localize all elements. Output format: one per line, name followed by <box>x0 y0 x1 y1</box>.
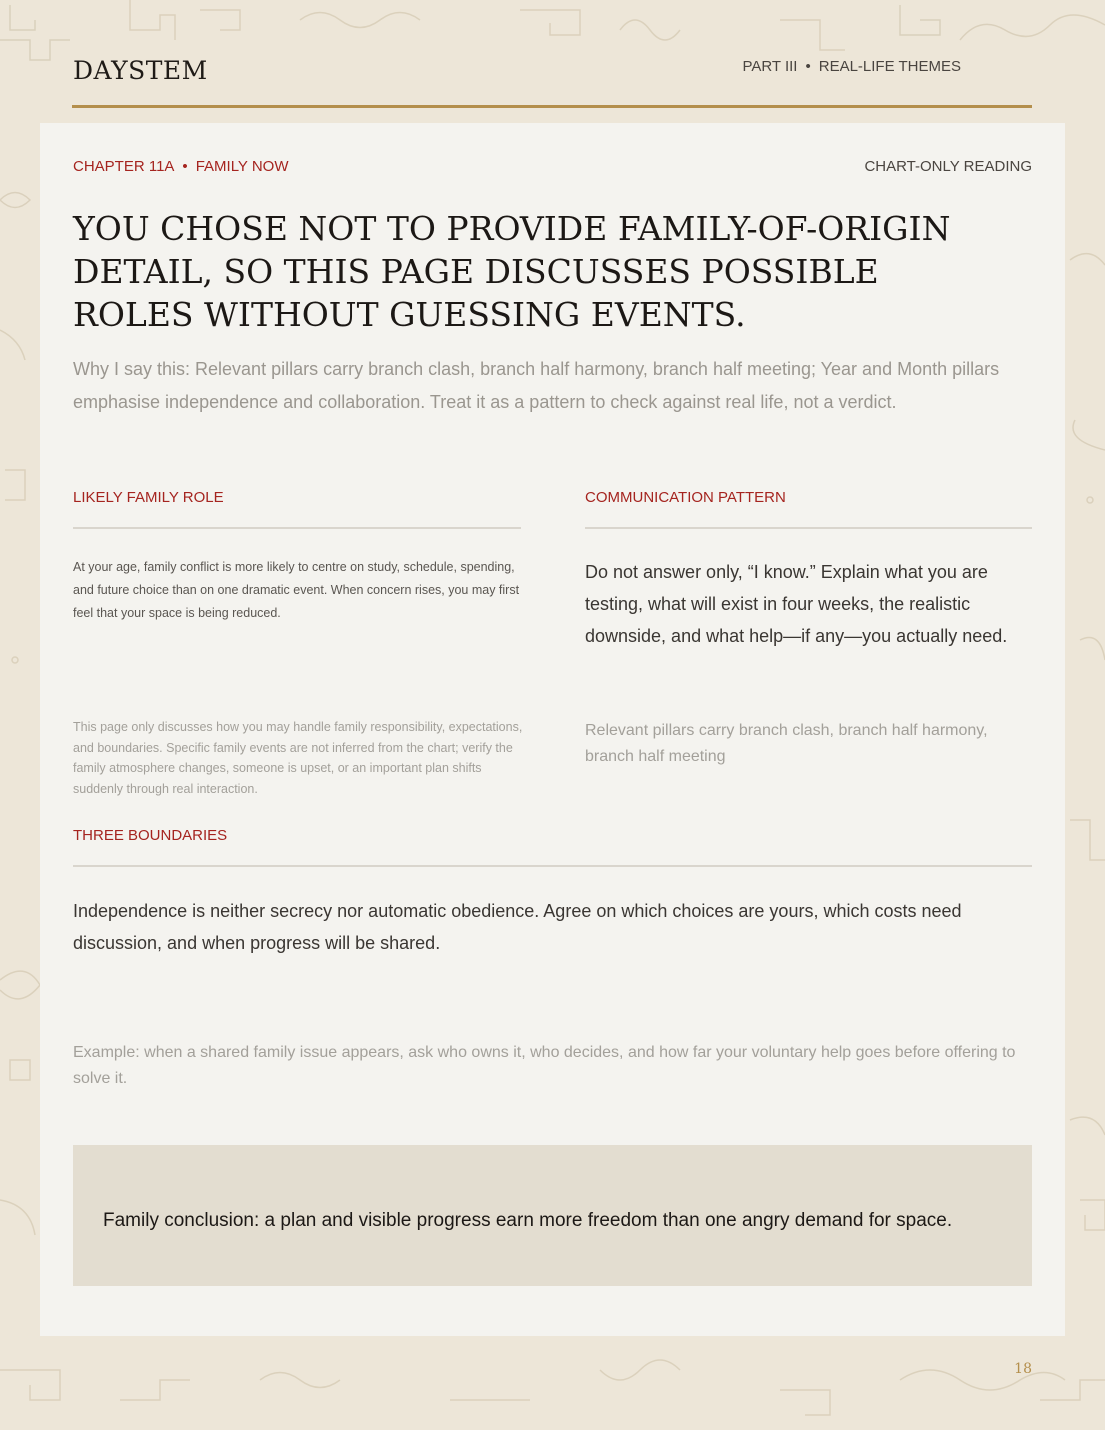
topic-label: FAMILY NOW <box>195 158 289 175</box>
reading-mode-label: CHART-ONLY READING <box>864 158 1032 175</box>
running-header <box>742 58 961 75</box>
family-role-rule <box>73 527 521 529</box>
boundaries-heading: THREE BOUNDARIES <box>73 827 228 844</box>
communication-rule <box>585 527 1032 529</box>
header-separator: • <box>805 58 811 75</box>
conclusion-callout <box>73 1145 1032 1286</box>
family-role-heading: LIKELY FAMILY ROLE <box>73 489 224 506</box>
family-role-note: This page only discusses how you may handle family responsibility, expectations, and boundaries. Specific family events are not inferred from the chart; verify the family atmosphere changes, someone is upset, or an important plan shifts suddenly through real interaction. <box>73 720 523 796</box>
intro-paragraph: Why I say this: Relevant pillars carry branch clash, branch half harmony, branch half meeting; Year and Month pillars emphasise independence and collaboration. Treat it as a pattern to check against real life, not a verdict. <box>73 359 1000 412</box>
header-rule <box>72 105 1032 108</box>
content-card <box>40 123 1065 1336</box>
communication-note: Relevant pillars carry branch clash, branch half harmony, branch half meeting <box>585 722 988 765</box>
boundaries-rule <box>73 865 1032 867</box>
family-role-body: At your age, family conflict is more likely to centre on study, schedule, spending, and future choice than on one dramatic event. When concern rises, you may first feel that your space is being reduced. <box>73 560 520 620</box>
communication-heading: COMMUNICATION PATTERN <box>585 489 786 506</box>
conclusion-text: Family conclusion: a plan and visible progress earn more freedom than one angry demand for space. <box>103 1210 953 1231</box>
section-label: REAL-LIFE THEMES <box>818 58 961 75</box>
brand-logo: DAYSTEM <box>73 56 208 85</box>
eyebrow-separator: • <box>182 158 188 175</box>
chapter-eyebrow <box>73 158 288 175</box>
boundaries-example: Example: when a shared family issue appears, ask who owns it, who decides, and how far your voluntary help goes before offering to solve it. <box>73 1044 1016 1087</box>
boundaries-body: Independence is neither secrecy nor automatic obedience. Agree on which choices are yours, which costs need discussion, and when progress will be shared. <box>73 901 962 953</box>
part-label: PART III <box>742 58 798 75</box>
page-number: 18 <box>1014 1361 1032 1377</box>
communication-body: Do not answer only, “I know.” Explain what you are testing, what will exist in four weeks, the realistic downside, and what help—if any—you actually need. <box>585 562 1008 646</box>
page-title: YOU CHOSE NOT TO PROVIDE FAMILY-OF-ORIGIN DETAIL, SO THIS PAGE DISCUSSES POSSIBLE ROLES WITHOUT GUESSING EVENTS. <box>73 209 951 334</box>
chapter-label: CHAPTER 11A <box>73 158 175 175</box>
